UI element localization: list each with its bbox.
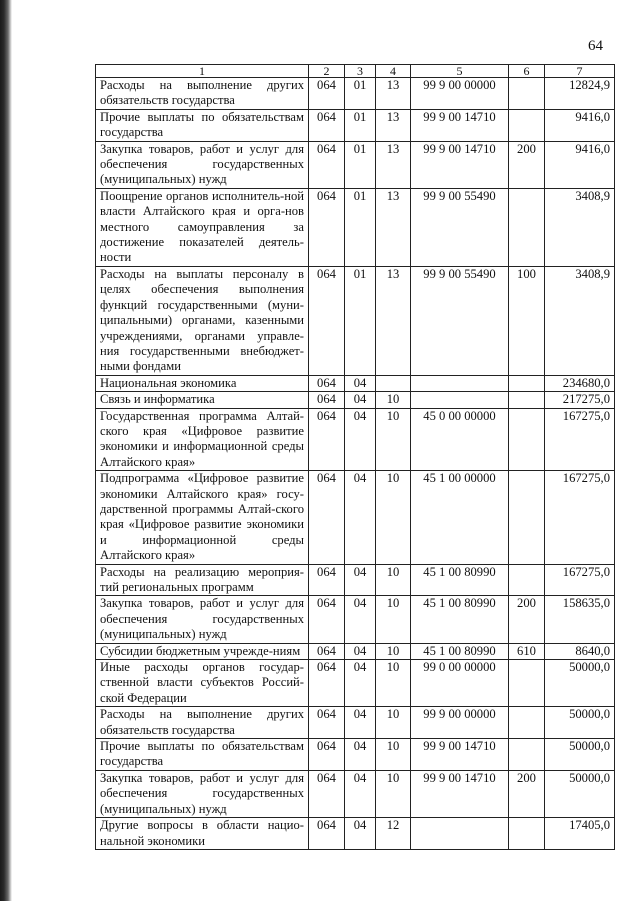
amount-cell: 167275,0 (545, 408, 615, 471)
table-row (96, 266, 615, 375)
table-row (96, 408, 615, 471)
department-code-cell: 064 (309, 141, 345, 188)
expense-type-cell (509, 109, 545, 141)
department-code-cell: 064 (309, 818, 345, 850)
amount-cell: 217275,0 (545, 392, 615, 408)
target-article-cell: 45 1 00 80990 (411, 596, 509, 643)
table-row (96, 141, 615, 188)
target-article-cell: 99 9 00 14710 (411, 739, 509, 771)
scan-edge-shadow (0, 0, 12, 901)
amount-cell: 3408,9 (545, 188, 615, 266)
table-row (96, 471, 615, 564)
section-code-cell: 01 (345, 266, 376, 375)
amount-cell: 8640,0 (545, 643, 615, 659)
department-code-cell: 064 (309, 78, 345, 110)
table-row (96, 78, 615, 110)
expense-name-cell: Поощрение органов исполнитель-ной власти Алтайского края и орга-нов местного самоуправления за достижение показателей деятель-ности (96, 188, 309, 266)
section-code-cell: 04 (345, 770, 376, 817)
amount-cell: 50000,0 (545, 770, 615, 817)
section-code-cell: 04 (345, 707, 376, 739)
subsection-code-cell: 10 (376, 564, 411, 596)
department-code-cell: 064 (309, 392, 345, 408)
section-code-cell: 01 (345, 141, 376, 188)
target-article-cell: 99 0 00 00000 (411, 660, 509, 707)
subsection-code-cell: 10 (376, 660, 411, 707)
expense-type-cell (509, 564, 545, 596)
department-code-cell: 064 (309, 109, 345, 141)
expense-name-cell: Расходы на выполнение других обязательств государства (96, 707, 309, 739)
table-row (96, 739, 615, 771)
expense-type-cell: 200 (509, 141, 545, 188)
subsection-code-cell: 13 (376, 266, 411, 375)
expense-name-cell: Иные расходы органов государ-ственной власти субъектов Россий-ской Федерации (96, 660, 309, 707)
column-header: 2 (309, 65, 345, 78)
expense-type-cell: 200 (509, 596, 545, 643)
subsection-code-cell: 10 (376, 770, 411, 817)
section-code-cell: 04 (345, 471, 376, 564)
subsection-code-cell (376, 375, 411, 391)
expense-type-cell (509, 660, 545, 707)
expense-type-cell (509, 78, 545, 110)
target-article-cell: 45 1 00 80990 (411, 564, 509, 596)
target-article-cell: 99 9 00 14710 (411, 109, 509, 141)
expense-type-cell: 610 (509, 643, 545, 659)
target-article-cell (411, 375, 509, 391)
budget-table (95, 64, 615, 850)
section-code-cell: 04 (345, 564, 376, 596)
subsection-code-cell: 13 (376, 78, 411, 110)
target-article-cell: 99 9 00 00000 (411, 78, 509, 110)
expense-name-cell: Другие вопросы в области нацио-нальной экономики (96, 818, 309, 850)
page-number: 64 (588, 38, 603, 54)
section-code-cell: 04 (345, 375, 376, 391)
expense-name-cell: Закупка товаров, работ и услуг для обеспечения государственных (муниципальных) нужд (96, 141, 309, 188)
table-row (96, 188, 615, 266)
target-article-cell (411, 818, 509, 850)
table-row (96, 596, 615, 643)
section-code-cell: 04 (345, 392, 376, 408)
section-code-cell: 01 (345, 188, 376, 266)
amount-cell: 50000,0 (545, 660, 615, 707)
expense-type-cell (509, 739, 545, 771)
section-code-cell: 01 (345, 78, 376, 110)
subsection-code-cell: 12 (376, 818, 411, 850)
section-code-cell: 04 (345, 596, 376, 643)
section-code-cell: 01 (345, 109, 376, 141)
amount-cell: 9416,0 (545, 109, 615, 141)
department-code-cell: 064 (309, 188, 345, 266)
section-code-cell: 04 (345, 818, 376, 850)
department-code-cell: 064 (309, 564, 345, 596)
expense-name-cell: Субсидии бюджетным учрежде-ниям (96, 643, 309, 659)
expense-type-cell (509, 375, 545, 391)
subsection-code-cell: 13 (376, 141, 411, 188)
target-article-cell: 99 9 00 00000 (411, 707, 509, 739)
expense-name-cell: Расходы на реализацию мероприя-тий региональных программ (96, 564, 309, 596)
amount-cell: 158635,0 (545, 596, 615, 643)
column-header: 7 (545, 65, 615, 78)
target-article-cell: 99 9 00 55490 (411, 188, 509, 266)
target-article-cell: 99 9 00 14710 (411, 770, 509, 817)
amount-cell: 234680,0 (545, 375, 615, 391)
expense-name-cell: Национальная экономика (96, 375, 309, 391)
amount-cell: 12824,9 (545, 78, 615, 110)
expense-name-cell: Подпрограмма «Цифровое развитие экономики Алтайского края» госу-дарственной программы Алтай-ского края «Цифровое развитие экономики и информационной среды Алтайского края» (96, 471, 309, 564)
table-row (96, 707, 615, 739)
amount-cell: 9416,0 (545, 141, 615, 188)
table-row (96, 643, 615, 659)
department-code-cell: 064 (309, 770, 345, 817)
expense-type-cell (509, 392, 545, 408)
amount-cell: 50000,0 (545, 739, 615, 771)
expense-name-cell: Закупка товаров, работ и услуг для обеспечения государственных (муниципальных) нужд (96, 770, 309, 817)
department-code-cell: 064 (309, 375, 345, 391)
amount-cell: 3408,9 (545, 266, 615, 375)
subsection-code-cell: 13 (376, 188, 411, 266)
department-code-cell: 064 (309, 266, 345, 375)
subsection-code-cell: 10 (376, 707, 411, 739)
column-header: 5 (411, 65, 509, 78)
amount-cell: 167275,0 (545, 471, 615, 564)
target-article-cell: 45 1 00 00000 (411, 471, 509, 564)
subsection-code-cell: 10 (376, 596, 411, 643)
department-code-cell: 064 (309, 660, 345, 707)
subsection-code-cell: 10 (376, 392, 411, 408)
column-header: 1 (96, 65, 309, 78)
expense-type-cell (509, 188, 545, 266)
amount-cell: 17405,0 (545, 818, 615, 850)
department-code-cell: 064 (309, 707, 345, 739)
department-code-cell: 064 (309, 471, 345, 564)
subsection-code-cell: 10 (376, 408, 411, 471)
expense-type-cell: 100 (509, 266, 545, 375)
table-row (96, 564, 615, 596)
table-row (96, 375, 615, 391)
expense-name-cell: Закупка товаров, работ и услуг для обеспечения государственных (муниципальных) нужд (96, 596, 309, 643)
expense-name-cell: Прочие выплаты по обязательствам государства (96, 739, 309, 771)
column-header: 6 (509, 65, 545, 78)
section-code-cell: 04 (345, 408, 376, 471)
expense-type-cell (509, 707, 545, 739)
section-code-cell: 04 (345, 739, 376, 771)
target-article-cell: 45 1 00 80990 (411, 643, 509, 659)
department-code-cell: 064 (309, 408, 345, 471)
target-article-cell: 45 0 00 00000 (411, 408, 509, 471)
column-header: 4 (376, 65, 411, 78)
table-header-row (96, 65, 615, 78)
expense-type-cell (509, 818, 545, 850)
target-article-cell: 99 9 00 55490 (411, 266, 509, 375)
amount-cell: 167275,0 (545, 564, 615, 596)
table-row (96, 818, 615, 850)
subsection-code-cell: 10 (376, 739, 411, 771)
subsection-code-cell: 10 (376, 643, 411, 659)
target-article-cell (411, 392, 509, 408)
expense-name-cell: Расходы на выполнение других обязательств государства (96, 78, 309, 110)
expense-name-cell: Прочие выплаты по обязательствам государства (96, 109, 309, 141)
expense-type-cell (509, 408, 545, 471)
table-row (96, 109, 615, 141)
amount-cell: 50000,0 (545, 707, 615, 739)
table-row (96, 770, 615, 817)
expense-type-cell: 200 (509, 770, 545, 817)
expense-name-cell: Государственная программа Алтай-ского края «Цифровое развитие экономики и информационной среды Алтайского края» (96, 408, 309, 471)
expense-type-cell (509, 471, 545, 564)
target-article-cell: 99 9 00 14710 (411, 141, 509, 188)
department-code-cell: 064 (309, 643, 345, 659)
expense-name-cell: Расходы на выплаты персоналу в целях обеспечения выполнения функций государственными (муни-ципальными) органами, казенными учреждениями, органами управле-ния государственными внебюджет-ными фондами (96, 266, 309, 375)
department-code-cell: 064 (309, 596, 345, 643)
table-row (96, 392, 615, 408)
section-code-cell: 04 (345, 643, 376, 659)
table-row (96, 660, 615, 707)
department-code-cell: 064 (309, 739, 345, 771)
column-header: 3 (345, 65, 376, 78)
subsection-code-cell: 10 (376, 471, 411, 564)
subsection-code-cell: 13 (376, 109, 411, 141)
section-code-cell: 04 (345, 660, 376, 707)
expense-name-cell: Связь и информатика (96, 392, 309, 408)
